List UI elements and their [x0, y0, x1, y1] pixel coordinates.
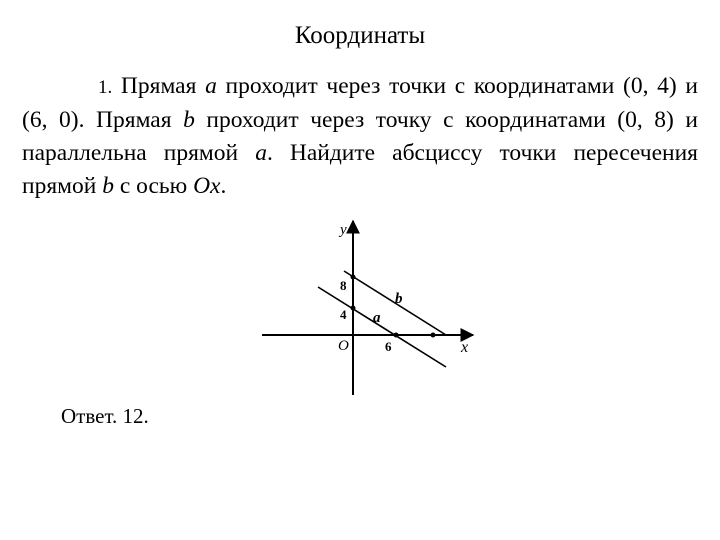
problem-text-5: с осью	[113, 173, 194, 199]
line-b-name: b	[183, 107, 195, 133]
problem-text-3: проходит через точку с координатами (0, 8) и параллельна прямой	[22, 107, 698, 166]
problem-text	[22, 70, 698, 203]
slide-title: Координаты	[294, 22, 426, 49]
coordinate-figure	[260, 215, 490, 400]
problem-text-4: . Найдите абсциссу точки пересечения прямой	[22, 140, 698, 199]
axis-ox-name: Ox	[193, 173, 221, 199]
point-6-0	[394, 333, 399, 338]
x-axis-label: x	[461, 339, 469, 356]
y-axis-label: y	[340, 222, 347, 238]
line-a-label: a	[373, 310, 381, 326]
line-b-label: b	[395, 291, 403, 307]
origin-label: O	[338, 338, 349, 354]
tick-label-4: 4	[340, 307, 347, 322]
problem-number: 1.	[98, 77, 113, 98]
tick-label-8: 8	[340, 278, 347, 293]
line-a	[318, 287, 446, 367]
line-a-name-2: a	[255, 140, 267, 166]
answer-text: Ответ. 12.	[61, 404, 149, 428]
tick-label-6: 6	[385, 339, 392, 354]
line-a-name: a	[205, 73, 217, 99]
line-b-name-2: b	[102, 173, 114, 199]
point-0-8	[351, 275, 356, 280]
point-0-4	[351, 306, 356, 311]
point-b-intersection	[431, 333, 436, 338]
problem-text-1: Прямая	[112, 73, 206, 99]
problem-text-2: проходит через точки с координатами (0, 4) и (6, 0). Прямая	[22, 73, 698, 133]
problem-text-6: .	[220, 173, 227, 199]
